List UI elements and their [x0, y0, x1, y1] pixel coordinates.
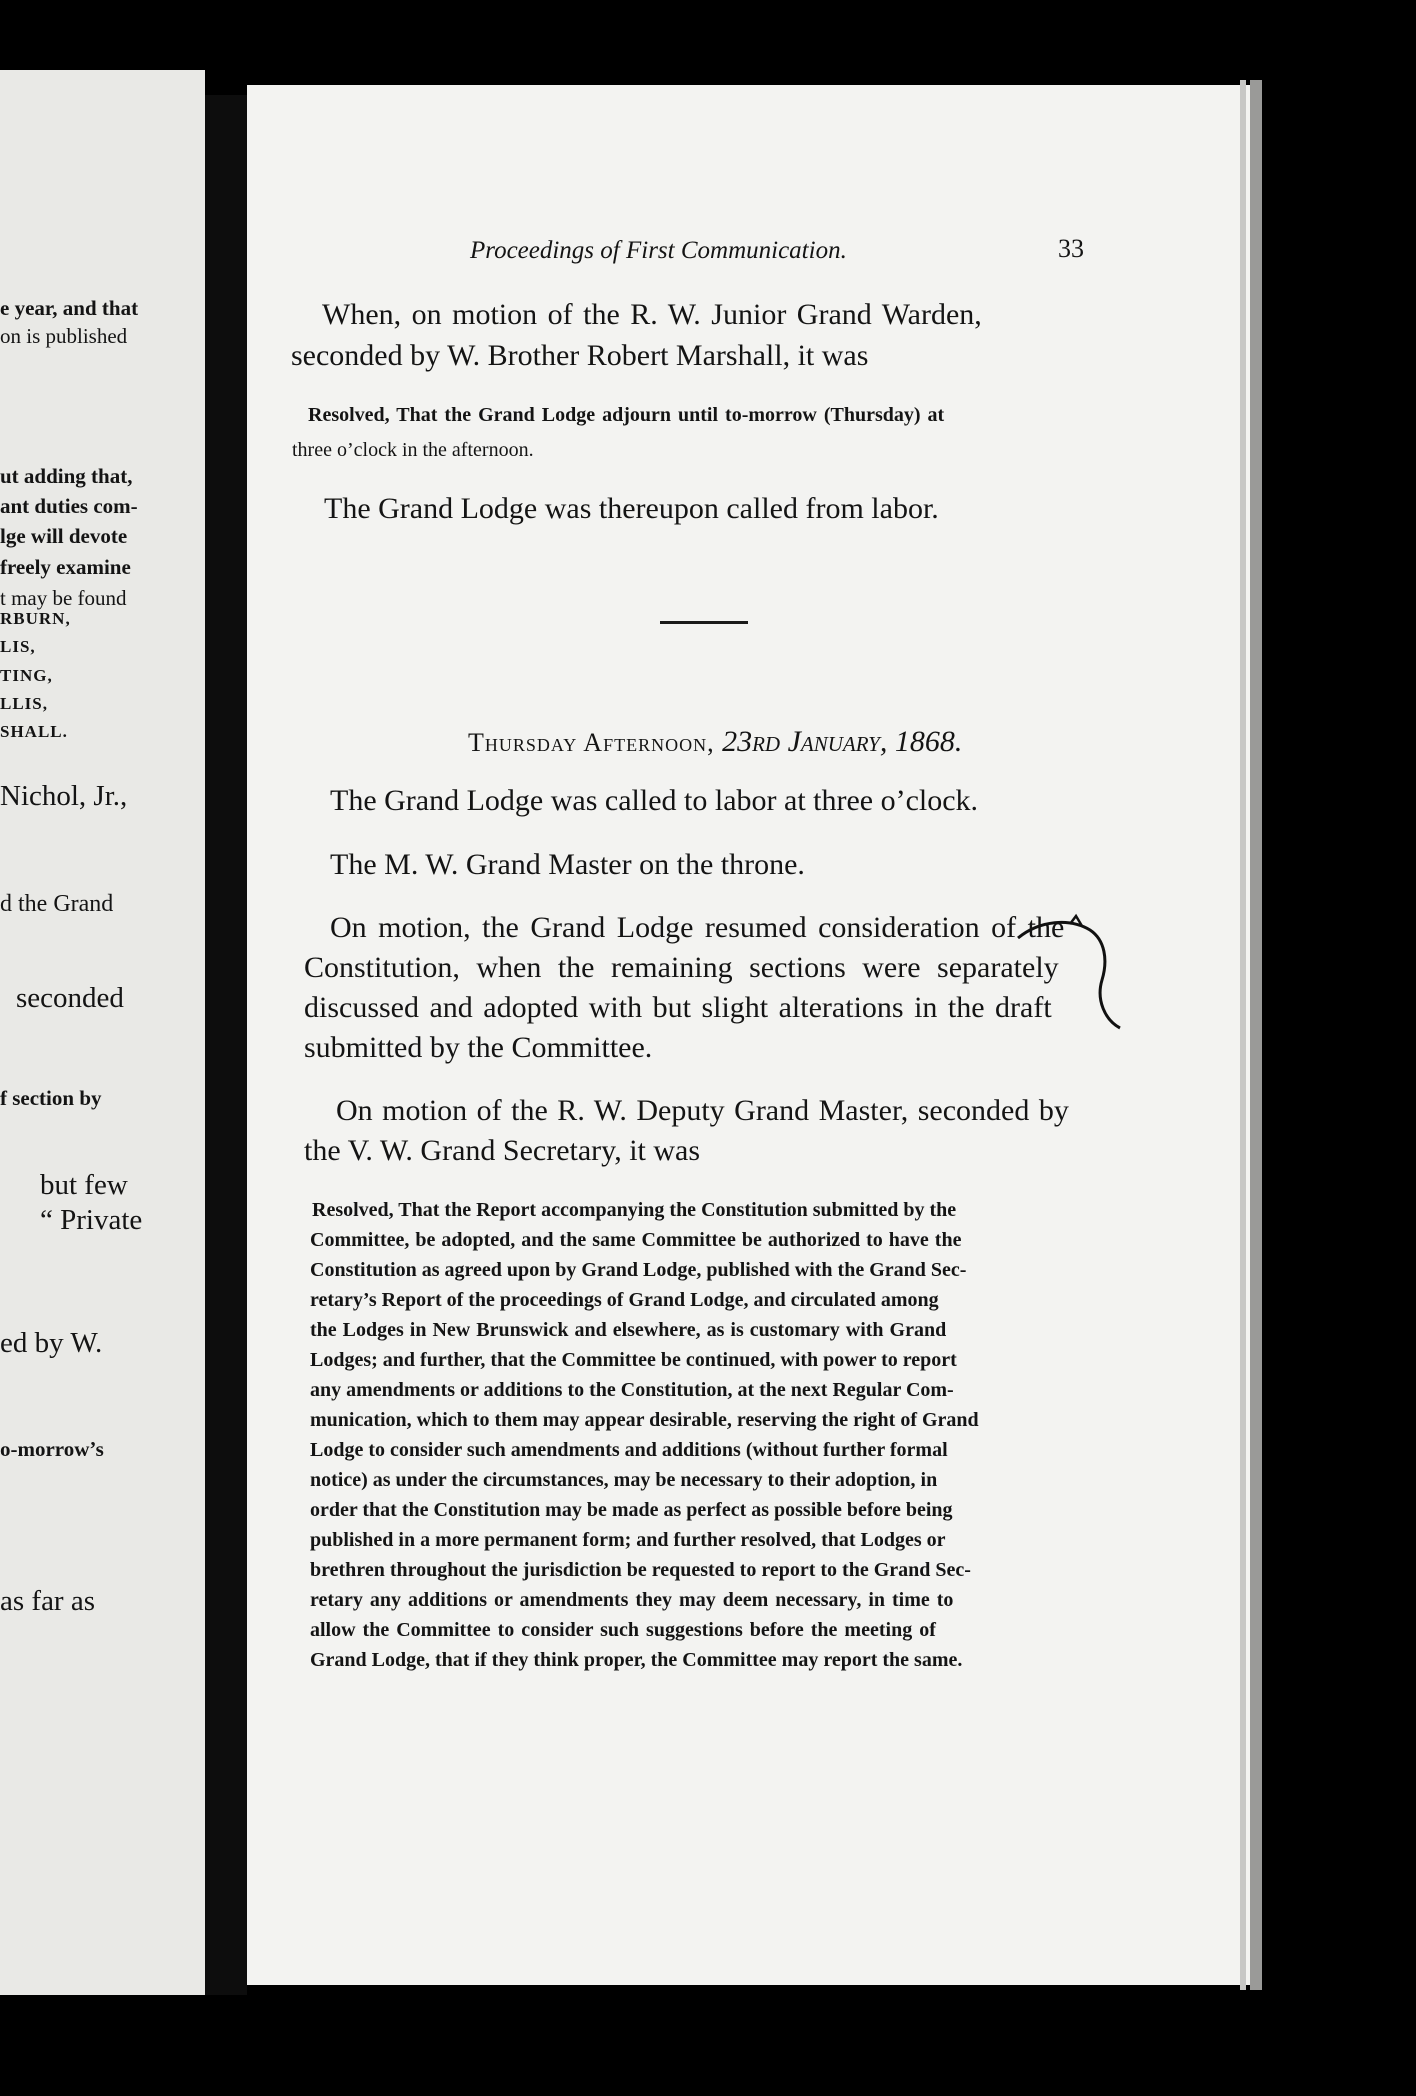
paragraph-line: Constitution, when the remaining sections were separately: [304, 951, 1059, 984]
resolution-line: Resolved, That the Report accompanying the Constitution submitted by the: [312, 1199, 957, 1221]
facing-page-line: freely examine: [0, 555, 131, 579]
session-heading: [468, 727, 962, 757]
facing-page-line: lge will devote: [0, 524, 128, 548]
page-edge: [1240, 80, 1246, 1990]
resolution-line: Lodges; and further, that the Committee be continued, with power to report: [310, 1349, 957, 1371]
facing-page-line: d the Grand: [0, 891, 114, 917]
resolution-line: brethren throughout the jurisdiction be requested to report to the Grand Sec-: [310, 1559, 971, 1581]
facing-page-line: f section by: [0, 1086, 102, 1110]
paragraph-line: The M. W. Grand Master on the throne.: [330, 848, 805, 881]
resolution-line: Grand Lodge, that if they think proper, the Committee may report the same.: [310, 1649, 963, 1671]
facing-page-signature: SHALL.: [0, 722, 68, 741]
session-heading-date: 23rd January, 1868.: [722, 725, 963, 758]
facing-page-line: Nichol, Jr.,: [0, 780, 128, 812]
resolution-line: any amendments or additions to the Constitution, at the next Regular Com-: [310, 1379, 954, 1401]
paragraph-line: On motion of the R. W. Deputy Grand Master, seconded by: [336, 1094, 1069, 1127]
facing-page-line: as far as: [0, 1585, 96, 1617]
facing-page-line: ant duties com-: [0, 494, 138, 518]
facing-page-line: but few: [40, 1169, 128, 1201]
paragraph-line: discussed and adopted with but slight alterations in the draft: [304, 991, 1052, 1024]
resolution-line: the Lodges in New Brunswick and elsewhere, as is customary with Grand: [310, 1319, 947, 1341]
facing-page-signature: TING,: [0, 666, 53, 685]
running-head: Proceedings of First Communication.: [470, 237, 847, 264]
resolution-line: allow the Committee to consider such suggestions before the meeting of: [310, 1619, 936, 1641]
page-number: 33: [1058, 234, 1084, 263]
resolution-line: Constitution as agreed upon by Grand Lodge, published with the Grand Sec-: [310, 1259, 967, 1281]
paragraph-line: seconded by W. Brother Robert Marshall, it was: [291, 339, 869, 372]
resolution-line: Committee, be adopted, and the same Committee be authorized to have the: [310, 1229, 962, 1251]
facing-page-signature: LIS,: [0, 637, 36, 656]
resolution-line: notice) as under the circumstances, may be necessary to their adoption, in: [310, 1469, 938, 1491]
paragraph-line: The Grand Lodge was called to labor at three o’clock.: [330, 784, 979, 817]
page-edge: [1250, 80, 1262, 1990]
facing-page-signature: LLIS,: [0, 694, 48, 713]
facing-page-signature: RBURN,: [0, 609, 71, 628]
facing-page-fragment: [0, 70, 205, 1995]
facing-page-line: seconded: [16, 982, 124, 1014]
paragraph-line: submitted by the Committee.: [304, 1031, 653, 1064]
facing-page-line: o-morrow’s: [0, 1437, 104, 1461]
facing-page-line: ed by W.: [0, 1327, 103, 1359]
resolution-line: Lodge to consider such amendments and additions (without further formal: [310, 1439, 948, 1461]
facing-page-line: ut adding that,: [0, 464, 133, 488]
facing-page-line: on is published: [0, 324, 128, 348]
paragraph-line: The Grand Lodge was thereupon called from labor.: [324, 492, 939, 525]
resolution-line: Resolved, That the Grand Lodge adjourn until to-morrow (Thursday) at: [308, 404, 945, 426]
paragraph-line: When, on motion of the R. W. Junior Grand Warden,: [322, 298, 982, 331]
facing-page-line: e year, and that: [0, 296, 139, 320]
resolution-line: three o’clock in the afternoon.: [292, 439, 534, 461]
resolution-line: munication, which to them may appear desirable, reserving the right of Grand: [310, 1409, 979, 1431]
resolution-line: order that the Constitution may be made as perfect as possible before being: [310, 1499, 953, 1521]
section-divider: [660, 621, 748, 624]
paragraph-line: the V. W. Grand Secretary, it was: [304, 1134, 701, 1167]
resolution-line: published in a more permanent form; and further resolved, that Lodges or: [310, 1529, 946, 1551]
pen-mark: [1010, 900, 1130, 1040]
session-heading-label: Thursday Afternoon,: [468, 728, 715, 757]
book-gutter: [205, 95, 247, 1995]
facing-page-line: “ Private: [40, 1204, 143, 1236]
resolution-line: retary’s Report of the proceedings of Grand Lodge, and circulated among: [310, 1289, 939, 1311]
resolution-line: retary any additions or amendments they may deem necessary, in time to: [310, 1589, 954, 1611]
paragraph-line: On motion, the Grand Lodge resumed consideration of the: [330, 911, 1065, 944]
facing-page-line: t may be found: [0, 586, 127, 610]
